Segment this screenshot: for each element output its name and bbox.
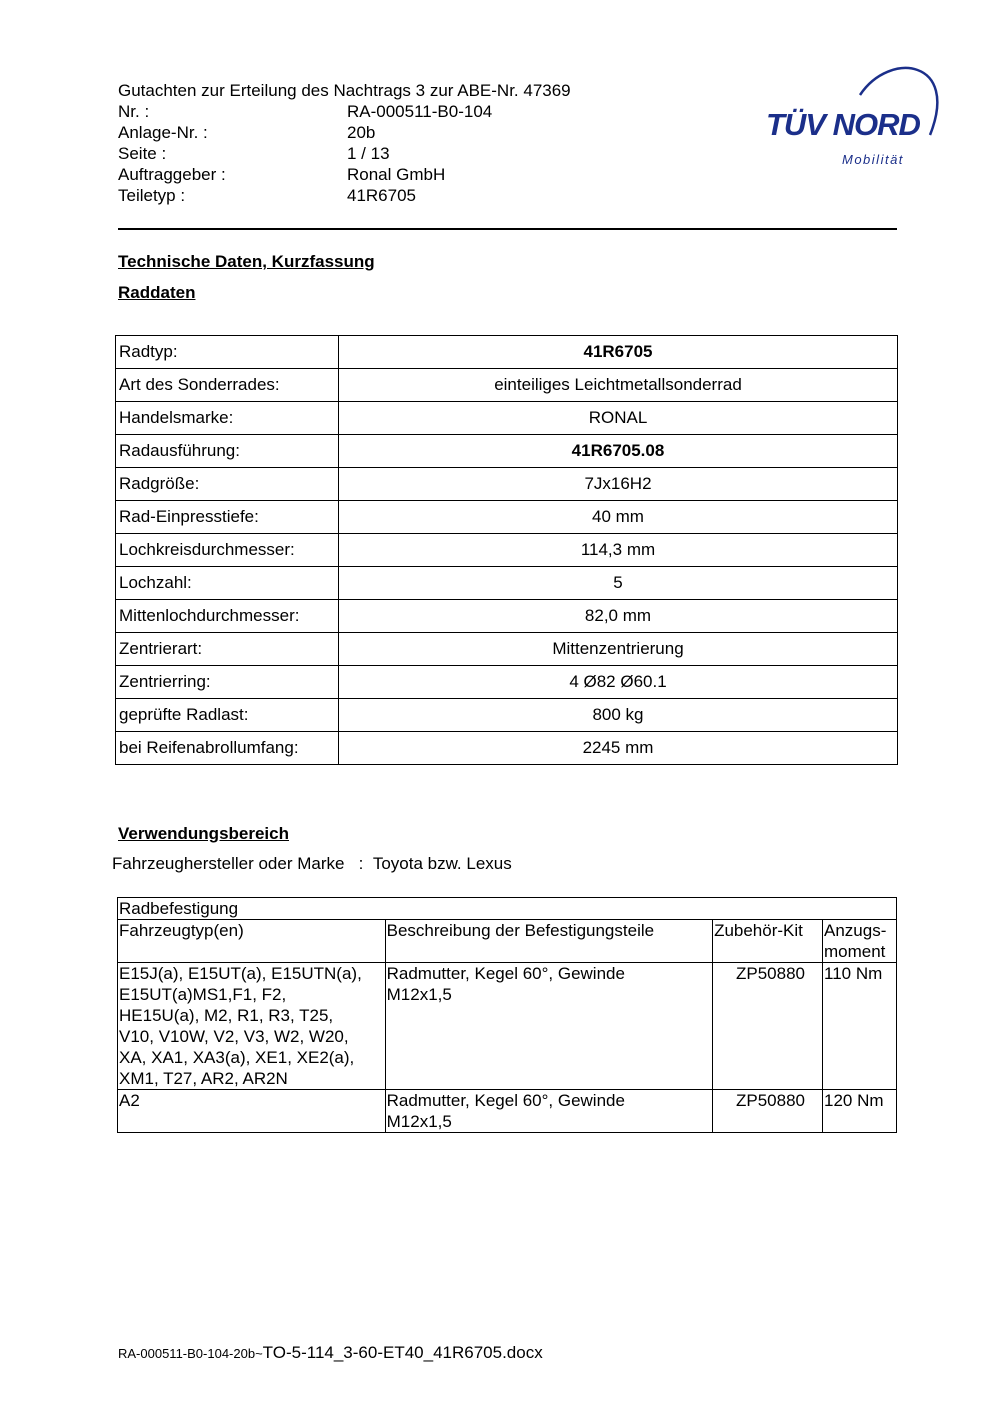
header-value: RA-000511-B0-104 [347, 102, 493, 121]
footer-prefix: RA-000511-B0-104-20b~ [118, 1346, 263, 1361]
raddaten-row [116, 402, 898, 435]
bef-typen-line: A2 [119, 1091, 140, 1110]
bef-kit: ZP50880 [713, 963, 823, 1090]
bef-beschreibung-line: M12x1,5 [386, 1112, 452, 1131]
bef-typen-line: V10, V10W, V2, V3, W2, W20, [119, 1027, 349, 1046]
section-heading-tech: Technische Daten, Kurzfassung [118, 252, 375, 271]
raddaten-value: 82,0 mm [339, 600, 898, 633]
header-value: 41R6705 [347, 186, 417, 205]
bef-typen-line: XA, XA1, XA3(a), XE1, XE2(a), [119, 1048, 355, 1067]
bef-header-line: Anzugs- [824, 921, 887, 940]
raddaten-row [116, 732, 898, 765]
header-value: 1 / 13 [347, 144, 390, 163]
raddaten-value: 41R6705 [339, 336, 898, 369]
fahrzeug-value: Toyota bzw. Lexus [372, 854, 512, 873]
raddaten-row [116, 336, 898, 369]
bef-title: Radbefestigung [118, 898, 897, 920]
bef-beschreibung-line: M12x1,5 [386, 985, 452, 1004]
header-key: Teiletyp : [118, 186, 186, 205]
raddaten-value: RONAL [339, 402, 898, 435]
bef-beschreibung [385, 963, 712, 1090]
bef-typen [118, 1090, 386, 1133]
bef-typen [118, 963, 386, 1090]
raddaten-key: Handelsmarke: [116, 402, 339, 435]
bef-typen-line: XM1, T27, AR2, AR2N [119, 1069, 288, 1088]
raddaten-key: Art des Sonderrades: [116, 369, 339, 402]
bef-header-cell: Zubehör-Kit [713, 920, 823, 963]
raddaten-key: Radgröße: [116, 468, 339, 501]
bef-header-row [118, 920, 897, 963]
header-row [118, 122, 571, 143]
logo-subtitle: Mobilität [842, 152, 904, 167]
raddaten-value: Mittenzentrierung [339, 633, 898, 666]
raddaten-row [116, 369, 898, 402]
raddaten-value: 7Jx16H2 [339, 468, 898, 501]
raddaten-value: 41R6705.08 [339, 435, 898, 468]
bef-row [118, 1090, 897, 1133]
raddaten-value: 800 kg [339, 699, 898, 732]
raddaten-row [116, 468, 898, 501]
bef-typen-line: HE15U(a), M2, R1, R3, T25, [119, 1006, 334, 1025]
bef-header-cell: Beschreibung der Befestigungsteile [385, 920, 712, 963]
header-key: Nr. : [118, 102, 150, 121]
raddaten-row [116, 534, 898, 567]
raddaten-row [116, 567, 898, 600]
raddaten-value: 4 Ø82 Ø60.1 [339, 666, 898, 699]
bef-header-cell [823, 920, 897, 963]
header-value: Ronal GmbH [347, 165, 446, 184]
raddaten-value: 5 [339, 567, 898, 600]
raddaten-row [116, 633, 898, 666]
raddaten-value: 114,3 mm [339, 534, 898, 567]
header-row [118, 185, 571, 206]
raddaten-row [116, 699, 898, 732]
raddaten-key: Rad-Einpresstiefe: [116, 501, 339, 534]
header-row [118, 143, 571, 164]
header-key: Auftraggeber : [118, 165, 226, 184]
radbefestigung-table [117, 897, 897, 1133]
logo-brand: TÜV NORD [766, 107, 920, 142]
fahrzeug-separator: : [358, 854, 364, 873]
bef-moment: 120 Nm [823, 1090, 897, 1133]
raddaten-row [116, 600, 898, 633]
raddaten-key: Zentrierart: [116, 633, 339, 666]
section-heading-raddaten: Raddaten [118, 283, 196, 302]
raddaten-key: Zentrierring: [116, 666, 339, 699]
raddaten-key: Radtyp: [116, 336, 339, 369]
raddaten-value: 2245 mm [339, 732, 898, 765]
document-title: Gutachten zur Erteilung des Nachtrags 3 zur ABE-Nr. 47369 [118, 81, 571, 100]
raddaten-key: Mittenlochdurchmesser: [116, 600, 339, 633]
raddaten-value: 40 mm [339, 501, 898, 534]
bef-beschreibung-line: Radmutter, Kegel 60°, Gewinde [386, 1091, 625, 1110]
bef-typen-line: E15UT(a)MS1,F1, F2, [119, 985, 287, 1004]
raddaten-row [116, 435, 898, 468]
bef-header-cell: Fahrzeugtyp(en) [118, 920, 386, 963]
bef-beschreibung-line: Radmutter, Kegel 60°, Gewinde [386, 964, 625, 983]
page-footer [118, 1343, 543, 1363]
bef-title-row [118, 898, 897, 920]
header-value: 20b [347, 123, 376, 142]
footer-filename: TO-5-114_3-60-ET40_41R6705.docx [262, 1343, 543, 1362]
raddaten-key: bei Reifenabrollumfang: [116, 732, 339, 765]
tuev-nord-logo [760, 55, 945, 175]
section-heading-verwendung: Verwendungsbereich [118, 824, 289, 843]
bef-beschreibung [385, 1090, 712, 1133]
header-key: Seite : [118, 144, 167, 163]
raddaten-table [115, 335, 898, 765]
document-header [118, 80, 571, 206]
raddaten-key: geprüfte Radlast: [116, 699, 339, 732]
raddaten-key: Radausführung: [116, 435, 339, 468]
raddaten-row [116, 666, 898, 699]
bef-typen-line: E15J(a), E15UT(a), E15UTN(a), [119, 964, 362, 983]
header-row [118, 164, 571, 185]
fahrzeug-label: Fahrzeughersteller oder Marke [112, 854, 345, 873]
header-row [118, 101, 571, 122]
bef-row [118, 963, 897, 1090]
bef-moment: 110 Nm [823, 963, 897, 1090]
raddaten-row [116, 501, 898, 534]
header-key: Anlage-Nr. : [118, 123, 208, 142]
header-divider [118, 228, 897, 230]
bef-header-line: moment [824, 942, 886, 961]
raddaten-key: Lochzahl: [116, 567, 339, 600]
bef-kit: ZP50880 [713, 1090, 823, 1133]
fahrzeughersteller-line [112, 854, 512, 874]
raddaten-value: einteiliges Leichtmetallsonderrad [339, 369, 898, 402]
raddaten-key: Lochkreisdurchmesser: [116, 534, 339, 567]
